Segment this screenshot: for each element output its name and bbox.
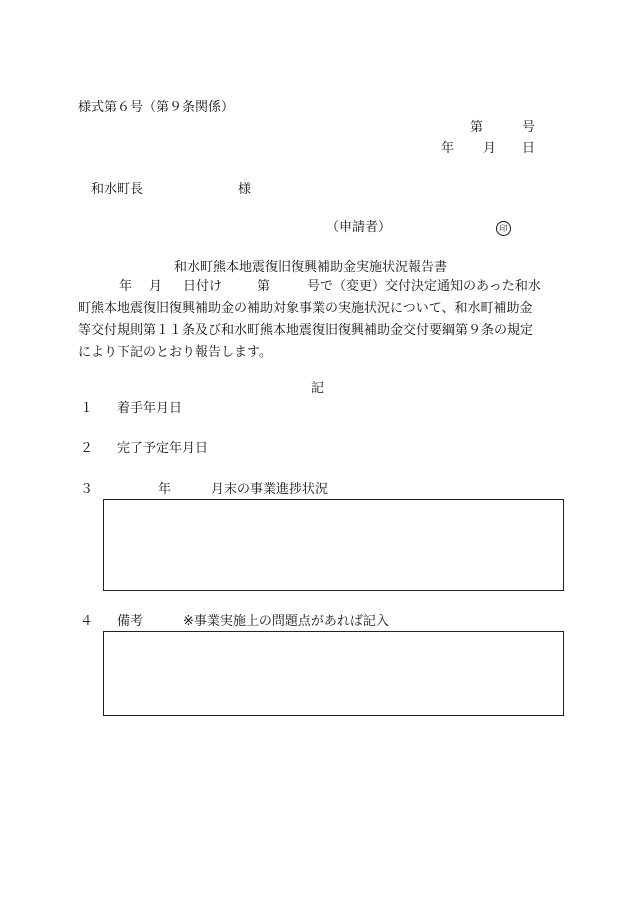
body-line-3: 等交付規則第１１条及び和水町熊本地震復旧復興補助金交付要綱第９条の規定 xyxy=(78,323,534,338)
item-4-note: ※事業実施上の問題点があれば記入 xyxy=(183,614,389,629)
item-4-label: 備考 xyxy=(117,614,144,629)
item-3-year: 年 xyxy=(158,482,172,497)
item-1-number: １ xyxy=(80,401,94,416)
body-year: 年 xyxy=(119,279,133,294)
seal-mark: 印 xyxy=(496,221,511,236)
body-line-1 xyxy=(78,276,560,298)
body-line-4: により下記のとおり報告します。 xyxy=(78,345,272,360)
body-day-suffix: 日付け xyxy=(183,279,223,294)
form-label: 様式第６号（第９条関係） xyxy=(78,100,235,115)
date-month: 月 xyxy=(483,141,497,156)
body-paragraph xyxy=(78,276,560,364)
document-number-suffix: 号 xyxy=(522,120,536,135)
item-1-label: 着手年月日 xyxy=(117,401,183,416)
addressee-name: 和水町長 xyxy=(91,182,144,197)
item-2-label: 完了予定年月日 xyxy=(117,441,209,456)
progress-status-box[interactable] xyxy=(103,499,564,591)
date-day: 日 xyxy=(522,141,536,156)
body-line-2: 町熊本地震復旧復興補助金の補助対象事業の実施状況について、和水町補助金 xyxy=(78,301,533,316)
body-month: 月 xyxy=(149,279,163,294)
item-3-number: ３ xyxy=(80,482,94,497)
item-3-label: 月末の事業進捗状況 xyxy=(211,482,329,497)
body-line-1-text: 号で（変更）交付決定通知のあった和水 xyxy=(307,279,541,294)
addressee-honorific: 様 xyxy=(238,182,252,197)
document-title: 和水町熊本地震復旧復興補助金実施状況報告書 xyxy=(174,260,448,275)
date-year: 年 xyxy=(441,141,455,156)
ki-heading: 記 xyxy=(311,381,325,396)
item-4-number: ４ xyxy=(80,614,94,629)
item-2-number: ２ xyxy=(80,441,94,456)
remarks-box[interactable] xyxy=(103,631,564,716)
applicant-label: （申請者） xyxy=(326,220,392,235)
document-number-prefix: 第 xyxy=(470,120,484,135)
body-number-prefix: 第 xyxy=(257,279,271,294)
